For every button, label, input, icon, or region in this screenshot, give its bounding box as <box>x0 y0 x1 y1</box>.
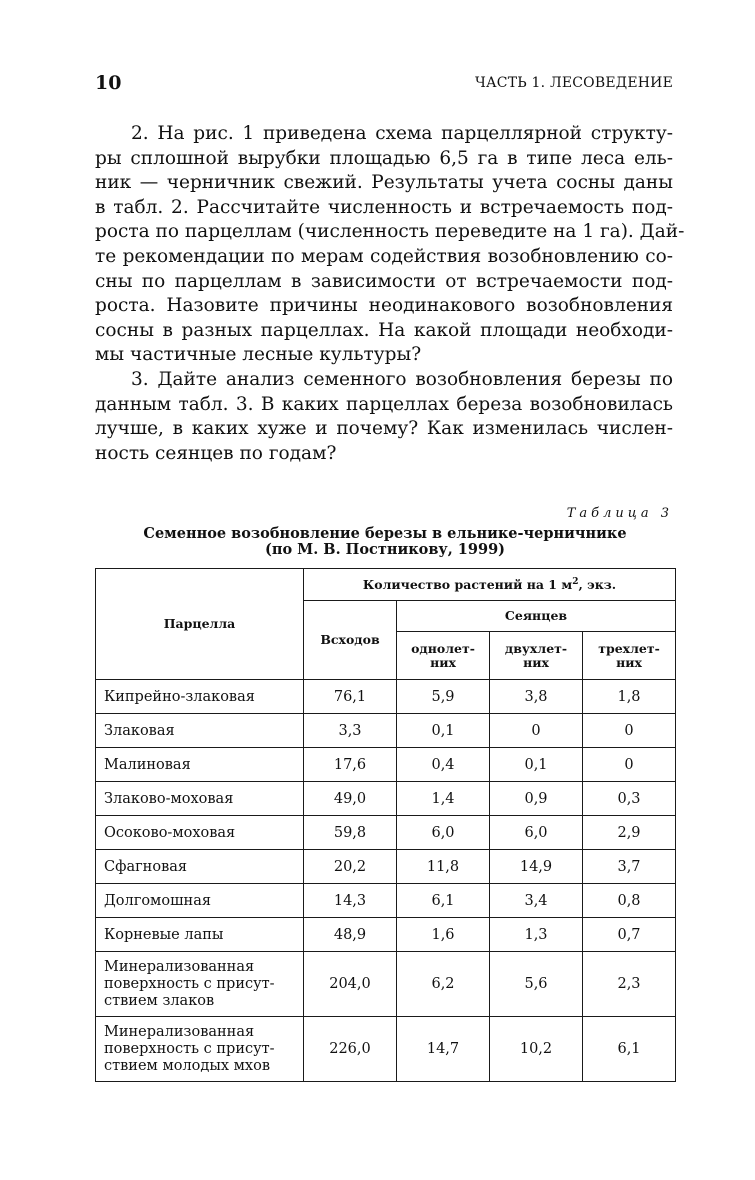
cell-two-year: 0 <box>490 714 583 748</box>
cell-parcel: Долгомошная <box>96 884 304 918</box>
header-parcel: Парцелла <box>96 569 304 680</box>
header-seedlings: Сеянцев <box>397 601 676 632</box>
cell-shoots: 48,9 <box>304 918 397 952</box>
table-title <box>95 526 675 558</box>
body-text <box>95 122 685 466</box>
text-line: мы частичные лесные культуры? <box>95 344 422 366</box>
header-quantity-sup: 2 <box>572 576 579 587</box>
data-table <box>95 568 676 1082</box>
cell-shoots: 17,6 <box>304 748 397 782</box>
cell-one-year: 0,1 <box>397 714 490 748</box>
table-label: Таблица 3 <box>566 506 673 521</box>
cell-two-year: 0,9 <box>490 782 583 816</box>
cell-parcel: Злаковая <box>96 714 304 748</box>
cell-three-year: 2,9 <box>583 816 676 850</box>
cell-three-year: 0 <box>583 748 676 782</box>
header-three-year: трехлет- них <box>583 632 676 680</box>
table-title-line: (по М. В. Постникову, 1999) <box>264 541 506 558</box>
cell-shoots: 20,2 <box>304 850 397 884</box>
cell-three-year: 6,1 <box>583 1017 676 1082</box>
cell-three-year: 1,8 <box>583 680 676 714</box>
header-shoots: Всходов <box>304 601 397 680</box>
text-line: роста по парцеллам (численность переведите на 1 га). Дай- <box>95 221 685 243</box>
table-row <box>96 918 676 952</box>
cell-parcel: Минерализованная поверхность с присут- ствием злаков <box>96 952 304 1017</box>
cell-shoots: 3,3 <box>304 714 397 748</box>
header-one-year: однолет- них <box>397 632 490 680</box>
cell-one-year: 14,7 <box>397 1017 490 1082</box>
text-line: ность сеянцев по годам? <box>95 442 337 464</box>
cell-two-year: 5,6 <box>490 952 583 1017</box>
cell-parcel: Осоково-моховая <box>96 816 304 850</box>
header-quantity-suffix: , экз. <box>578 576 617 592</box>
cell-three-year: 0,3 <box>583 782 676 816</box>
cell-two-year: 6,0 <box>490 816 583 850</box>
cell-three-year: 0,7 <box>583 918 676 952</box>
table-row <box>96 714 676 748</box>
table-row <box>96 680 676 714</box>
cell-parcel: Кипрейно-злаковая <box>96 680 304 714</box>
text-line: сосны в разных парцеллах. На какой площади необходи- <box>95 319 673 341</box>
cell-one-year: 6,0 <box>397 816 490 850</box>
header-quantity <box>304 569 676 601</box>
text-line: ник — черничник свежий. Результаты учета сосны даны <box>95 172 673 194</box>
cell-parcel: Малиновая <box>96 748 304 782</box>
text-line: те рекомендации по мерам содействия возобновлению со- <box>95 245 673 267</box>
cell-two-year: 0,1 <box>490 748 583 782</box>
cell-two-year: 1,3 <box>490 918 583 952</box>
running-header: ЧАСТЬ 1. ЛЕСОВЕДЕНИЕ <box>474 75 673 91</box>
header-quantity-text: Количество растений на 1 м <box>362 576 573 592</box>
cell-one-year: 11,8 <box>397 850 490 884</box>
cell-shoots: 14,3 <box>304 884 397 918</box>
cell-shoots: 76,1 <box>304 680 397 714</box>
table-row <box>96 1017 676 1082</box>
text-line: ры сплошной вырубки площадью 6,5 га в типе леса ель- <box>95 147 673 169</box>
page-number: 10 <box>95 72 122 94</box>
cell-one-year: 6,1 <box>397 884 490 918</box>
cell-parcel: Сфагновая <box>96 850 304 884</box>
cell-one-year: 6,2 <box>397 952 490 1017</box>
text-line: лучше, в каких хуже и почему? Как изменилась числен- <box>95 418 673 440</box>
cell-three-year: 2,3 <box>583 952 676 1017</box>
text-line: 3. Дайте анализ семенного возобновления березы по <box>131 368 673 390</box>
table-row <box>96 884 676 918</box>
header-two-year: двухлет- них <box>490 632 583 680</box>
cell-two-year: 10,2 <box>490 1017 583 1082</box>
cell-shoots: 49,0 <box>304 782 397 816</box>
cell-parcel: Злаково-моховая <box>96 782 304 816</box>
cell-three-year: 0,8 <box>583 884 676 918</box>
cell-two-year: 3,8 <box>490 680 583 714</box>
table-row <box>96 748 676 782</box>
cell-one-year: 0,4 <box>397 748 490 782</box>
text-line: роста. Назовите причины неодинакового возобновления <box>95 295 673 317</box>
cell-parcel: Корневые лапы <box>96 918 304 952</box>
cell-parcel: Минерализованная поверхность с присут- ствием молодых мхов <box>96 1017 304 1082</box>
table-header-row <box>96 569 676 601</box>
cell-one-year: 1,6 <box>397 918 490 952</box>
cell-two-year: 3,4 <box>490 884 583 918</box>
cell-shoots: 59,8 <box>304 816 397 850</box>
table-row <box>96 816 676 850</box>
text-line: в табл. 2. Рассчитайте численность и встречаемость под- <box>95 196 673 218</box>
cell-shoots: 226,0 <box>304 1017 397 1082</box>
text-line: сны по парцеллам в зависимости от встречаемости под- <box>95 270 673 292</box>
cell-three-year: 3,7 <box>583 850 676 884</box>
table-row <box>96 782 676 816</box>
cell-two-year: 14,9 <box>490 850 583 884</box>
table-row <box>96 952 676 1017</box>
table-row <box>96 850 676 884</box>
text-line: 2. На рис. 1 приведена схема парцеллярной структу- <box>131 123 673 144</box>
text-line: данным табл. 3. В каких парцеллах береза возобновилась <box>95 393 673 415</box>
cell-one-year: 5,9 <box>397 680 490 714</box>
cell-three-year: 0 <box>583 714 676 748</box>
cell-shoots: 204,0 <box>304 952 397 1017</box>
cell-one-year: 1,4 <box>397 782 490 816</box>
table-title-line: Семенное возобновление березы в ельнике-черничнике <box>143 525 627 542</box>
